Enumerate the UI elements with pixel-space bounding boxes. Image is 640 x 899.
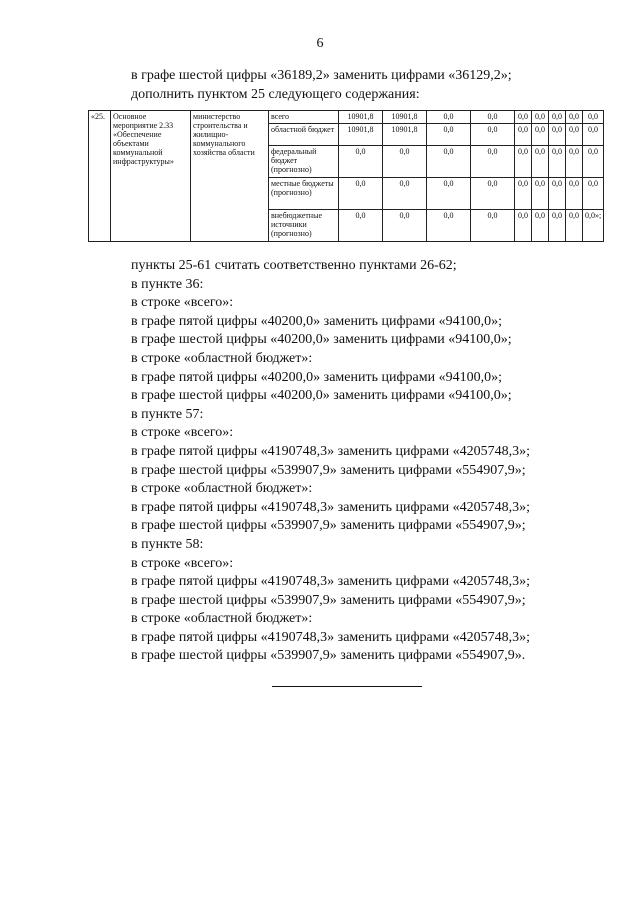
value-cell: 0,0 bbox=[532, 146, 549, 178]
value-cell: 0,0 bbox=[566, 146, 583, 178]
intro-line: дополнить пунктом 25 следующего содержания: bbox=[131, 87, 420, 102]
value-cell: 0,0 bbox=[566, 178, 583, 210]
source-cell: местные бюджеты (прогнозно) bbox=[269, 178, 339, 210]
page-number: 6 bbox=[316, 36, 324, 51]
text-line: в графе шестой цифры «539907,9» заменить цифрами «554907,9». bbox=[131, 648, 526, 664]
value-cell: 0,0 bbox=[383, 210, 427, 242]
text-line: пункты 25-61 считать соответственно пунктами 26-62; bbox=[131, 258, 457, 273]
executor-cell: министерство строительства и жилищно-коммунального хозяйства области bbox=[191, 111, 269, 242]
value-cell: 0,0 bbox=[515, 210, 532, 242]
text-line: в строке «областной бюджет»: bbox=[131, 611, 313, 627]
text-line: в строке «областной бюджет»: bbox=[131, 350, 313, 366]
value-cell: 0,0 bbox=[427, 124, 471, 146]
value-cell: 0,0 bbox=[583, 178, 604, 210]
text-line: в графе шестой цифры «539907,9» заменить цифрами «554907,9»; bbox=[131, 462, 526, 478]
separator-line bbox=[272, 686, 422, 687]
value-cell: 0,0 bbox=[515, 146, 532, 178]
amendment-table bbox=[88, 110, 604, 242]
text-line: в графе шестой цифры «40200,0» заменить цифрами «94100,0»; bbox=[131, 332, 512, 348]
table-row bbox=[89, 111, 604, 124]
text-line: в графе шестой цифры «539907,9» заменить цифрами «554907,9»; bbox=[131, 518, 526, 534]
value-cell: 0,0 bbox=[383, 146, 427, 178]
value-cell: 0,0 bbox=[566, 124, 583, 146]
text-line: в графе пятой цифры «4190748,3» заменить цифрами «4205748,3»; bbox=[131, 629, 530, 645]
value-cell: 0,0 bbox=[471, 146, 515, 178]
source-cell: всего bbox=[269, 111, 339, 124]
text-line: в графе пятой цифры «4190748,3» заменить цифрами «4205748,3»; bbox=[131, 574, 530, 590]
source-cell: федеральный бюджет (прогнозно) bbox=[269, 146, 339, 178]
value-cell: 0,0 bbox=[532, 124, 549, 146]
text-line: в пункте 58: bbox=[131, 536, 204, 552]
value-cell: 0,0 bbox=[566, 111, 583, 124]
value-cell: 10901,8 bbox=[383, 111, 427, 124]
intro-line: в графе шестой цифры «36189,2» заменить цифрами «36129,2»; bbox=[131, 68, 512, 83]
value-cell: 0,0 bbox=[383, 178, 427, 210]
value-cell: 0,0 bbox=[427, 146, 471, 178]
value-cell: 0,0 bbox=[583, 111, 604, 124]
text-line: в графе шестой цифры «40200,0» заменить цифрами «94100,0»; bbox=[131, 388, 512, 404]
value-cell: 0,0 bbox=[549, 210, 566, 242]
value-cell: 0,0 bbox=[549, 111, 566, 124]
value-cell: 0,0»; bbox=[583, 210, 604, 242]
item-number-cell: «25. bbox=[89, 111, 111, 242]
value-cell: 0,0 bbox=[471, 124, 515, 146]
text-line: в графе шестой цифры «539907,9» заменить цифрами «554907,9»; bbox=[131, 592, 526, 608]
value-cell: 0,0 bbox=[532, 111, 549, 124]
value-cell: 10901,8 bbox=[383, 124, 427, 146]
text-line: в строке «областной бюджет»: bbox=[131, 481, 313, 497]
text-line: в графе пятой цифры «4190748,3» заменить цифрами «4205748,3»; bbox=[131, 499, 530, 515]
value-cell: 0,0 bbox=[339, 178, 383, 210]
value-cell: 0,0 bbox=[583, 124, 604, 146]
event-cell: Основное мероприятие 2.33 «Обеспечение объектами коммунальной инфраструктуры» bbox=[111, 111, 191, 242]
text-line: в строке «всего»: bbox=[131, 555, 234, 571]
value-cell: 0,0 bbox=[339, 146, 383, 178]
value-cell: 0,0 bbox=[549, 146, 566, 178]
value-cell: 0,0 bbox=[566, 210, 583, 242]
intro-text bbox=[131, 66, 512, 104]
value-cell: 0,0 bbox=[471, 178, 515, 210]
value-cell: 0,0 bbox=[427, 178, 471, 210]
value-cell: 0,0 bbox=[549, 178, 566, 210]
value-cell: 0,0 bbox=[515, 124, 532, 146]
value-cell: 0,0 bbox=[549, 124, 566, 146]
value-cell: 0,0 bbox=[532, 210, 549, 242]
value-cell: 0,0 bbox=[532, 178, 549, 210]
source-cell: внебюджетные источники (прогнозно) bbox=[269, 210, 339, 242]
value-cell: 0,0 bbox=[583, 146, 604, 178]
table-body bbox=[89, 111, 604, 242]
text-line: в строке «всего»: bbox=[131, 425, 234, 441]
body-text bbox=[131, 257, 530, 666]
text-line: в графе пятой цифры «40200,0» заменить цифрами «94100,0»; bbox=[131, 313, 502, 329]
value-cell: 0,0 bbox=[339, 210, 383, 242]
value-cell: 0,0 bbox=[471, 210, 515, 242]
source-cell: областной бюджет bbox=[269, 124, 339, 146]
text-line: в графе пятой цифры «40200,0» заменить цифрами «94100,0»; bbox=[131, 369, 502, 385]
text-line: в графе пятой цифры «4190748,3» заменить цифрами «4205748,3»; bbox=[131, 443, 530, 459]
value-cell: 0,0 bbox=[427, 111, 471, 124]
text-line: в пункте 57: bbox=[131, 406, 204, 422]
value-cell: 0,0 bbox=[471, 111, 515, 124]
text-line: в пункте 36: bbox=[131, 276, 204, 292]
value-cell: 0,0 bbox=[427, 210, 471, 242]
value-cell: 0,0 bbox=[515, 111, 532, 124]
value-cell: 10901,8 bbox=[339, 111, 383, 124]
value-cell: 10901,8 bbox=[339, 124, 383, 146]
text-line: в строке «всего»: bbox=[131, 295, 234, 311]
value-cell: 0,0 bbox=[515, 178, 532, 210]
